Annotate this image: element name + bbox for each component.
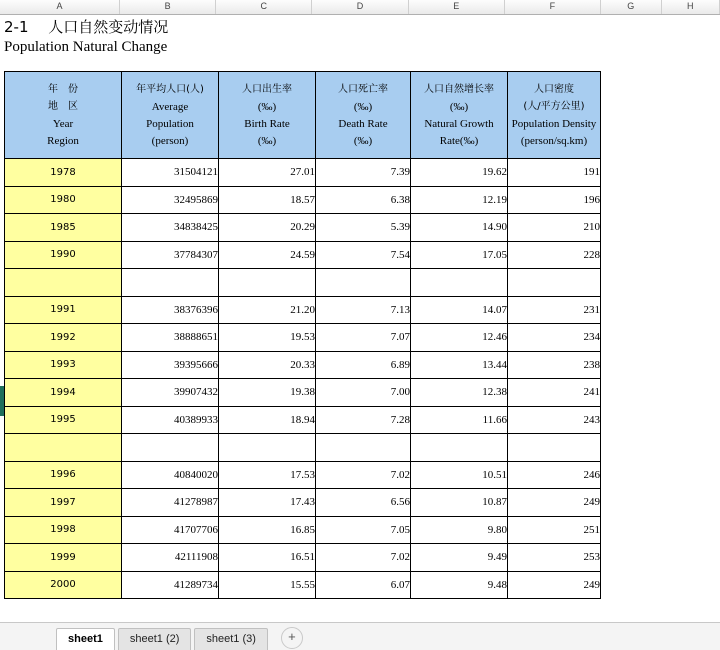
cell-average-population[interactable]: 40840020	[122, 461, 219, 489]
header-death-rate-line-2: (‰)	[353, 100, 373, 113]
cell-population-density[interactable]: 196	[508, 186, 601, 214]
page-title-en: Population Natural Change	[4, 39, 168, 55]
cell-population-density[interactable]: 228	[508, 241, 601, 269]
table-header-row	[5, 72, 601, 159]
cell-region[interactable]: 1978	[5, 159, 122, 187]
cell-average-population[interactable]: 40389933	[122, 406, 219, 434]
cell-region[interactable]: 1996	[5, 461, 122, 489]
table-row[interactable]	[5, 461, 601, 489]
header-death-rate	[316, 72, 411, 159]
header-birth-rate-line-2: (‰)	[257, 100, 277, 113]
header-region-line-1: 年 份	[48, 83, 78, 95]
cell-death-rate[interactable]: 7.02	[316, 544, 411, 572]
cell-region[interactable]	[5, 269, 122, 297]
cell-population-density[interactable]: 210	[508, 214, 601, 242]
sheet-tab-sheet1[interactable]: sheet1	[56, 628, 115, 650]
cell-region[interactable]: 1985	[5, 214, 122, 242]
cell-birth-rate[interactable]: 20.33	[219, 351, 316, 379]
table-row[interactable]	[5, 516, 601, 544]
table-row[interactable]	[5, 296, 601, 324]
data-table	[4, 71, 601, 599]
table-body	[5, 159, 601, 599]
table-row[interactable]	[5, 406, 601, 434]
header-region-line-3: Year	[52, 117, 74, 130]
cell-death-rate[interactable]: 7.28	[316, 406, 411, 434]
table-head	[5, 72, 601, 159]
table-row[interactable]	[5, 269, 601, 297]
cell-region[interactable]: 1990	[5, 241, 122, 269]
cell-birth-rate[interactable]: 16.51	[219, 544, 316, 572]
cell-population-density[interactable]: 243	[508, 406, 601, 434]
cell-natural-growth-rate[interactable]: 9.49	[411, 544, 508, 572]
header-population-density-line-2: (人/平方公里)	[523, 100, 585, 112]
cell-birth-rate[interactable]: 17.43	[219, 489, 316, 517]
cell-birth-rate[interactable]: 15.55	[219, 571, 316, 599]
cell-birth-rate[interactable]: 18.57	[219, 186, 316, 214]
cell-population-density[interactable]: 238	[508, 351, 601, 379]
cell-population-density[interactable]	[508, 269, 601, 297]
cell-region[interactable]: 1991	[5, 296, 122, 324]
header-population-density	[508, 72, 601, 159]
header-average-population-line-4: (person)	[151, 134, 189, 147]
column-header-g[interactable]: G	[601, 0, 662, 14]
cell-death-rate[interactable]: 7.54	[316, 241, 411, 269]
cell-natural-growth-rate[interactable]: 9.80	[411, 516, 508, 544]
cell-birth-rate[interactable]: 20.29	[219, 214, 316, 242]
cell-population-density[interactable]: 231	[508, 296, 601, 324]
header-birth-rate-line-1: 人口出生率	[242, 83, 292, 95]
add-sheet-button[interactable]: +	[281, 627, 303, 649]
header-average-population	[122, 72, 219, 159]
header-population-density-line-1: 人口密度	[534, 83, 574, 95]
header-death-rate-line-4: (‰)	[353, 134, 373, 147]
header-region	[5, 72, 122, 159]
header-population-density-line-3: Population Density	[511, 117, 597, 130]
cell-region[interactable]: 1994	[5, 379, 122, 407]
table-row[interactable]	[5, 434, 601, 462]
column-header-d[interactable]: D	[312, 0, 408, 14]
header-natural-growth-rate-line-4: Rate(‰)	[439, 134, 479, 147]
header-death-rate-line-1: 人口死亡率	[338, 83, 388, 95]
sheet-tab-bar	[0, 622, 720, 650]
column-header-a[interactable]: A	[0, 0, 120, 14]
column-header-e[interactable]: E	[409, 0, 505, 14]
cell-population-density[interactable]: 249	[508, 489, 601, 517]
cell-death-rate[interactable]: 6.07	[316, 571, 411, 599]
row-selection-marker	[0, 386, 4, 416]
cell-average-population[interactable]: 34838425	[122, 214, 219, 242]
column-header-f[interactable]: F	[505, 0, 601, 14]
cell-birth-rate[interactable]: 24.59	[219, 241, 316, 269]
header-death-rate-line-3: Death Rate	[338, 117, 388, 130]
cell-population-density[interactable]: 241	[508, 379, 601, 407]
cell-average-population[interactable]: 37784307	[122, 241, 219, 269]
cell-birth-rate[interactable]: 16.85	[219, 516, 316, 544]
cell-death-rate[interactable]: 7.02	[316, 461, 411, 489]
cell-average-population[interactable]: 31504121	[122, 159, 219, 187]
cell-average-population[interactable]: 42111908	[122, 544, 219, 572]
cell-natural-growth-rate[interactable]: 12.46	[411, 324, 508, 352]
cell-birth-rate[interactable]: 18.94	[219, 406, 316, 434]
cell-average-population[interactable]: 38376396	[122, 296, 219, 324]
header-region-line-4: Region	[47, 134, 79, 147]
cell-birth-rate[interactable]: 19.38	[219, 379, 316, 407]
cell-natural-growth-rate[interactable]: 10.87	[411, 489, 508, 517]
cell-natural-growth-rate[interactable]: 19.62	[411, 159, 508, 187]
header-region-line-2: 地 区	[48, 100, 78, 112]
cell-death-rate[interactable]: 5.39	[316, 214, 411, 242]
table-row[interactable]	[5, 324, 601, 352]
spreadsheet-canvas[interactable]	[0, 15, 720, 623]
column-header-c[interactable]: C	[216, 0, 312, 14]
cell-average-population[interactable]: 32495869	[122, 186, 219, 214]
header-average-population-line-3: Population	[146, 117, 194, 130]
page-title-cn: 2-1 人口自然变动情况	[4, 18, 169, 36]
cell-natural-growth-rate[interactable]: 11.66	[411, 406, 508, 434]
cell-natural-growth-rate[interactable]	[411, 434, 508, 462]
header-birth-rate	[219, 72, 316, 159]
cell-death-rate[interactable]: 6.38	[316, 186, 411, 214]
cell-death-rate[interactable]: 7.00	[316, 379, 411, 407]
cell-natural-growth-rate[interactable]: 9.48	[411, 571, 508, 599]
cell-birth-rate[interactable]: 17.53	[219, 461, 316, 489]
table-row[interactable]	[5, 571, 601, 599]
cell-average-population[interactable]: 41707706	[122, 516, 219, 544]
cell-region[interactable]: 1999	[5, 544, 122, 572]
cell-average-population[interactable]	[122, 434, 219, 462]
header-average-population-line-1: 年平均人口(人)	[136, 83, 204, 95]
cell-region[interactable]: 1998	[5, 516, 122, 544]
cell-death-rate[interactable]: 7.13	[316, 296, 411, 324]
header-population-density-line-4: (person/sq.km)	[520, 134, 588, 147]
cell-birth-rate[interactable]: 21.20	[219, 296, 316, 324]
cell-region[interactable]: 1992	[5, 324, 122, 352]
header-natural-growth-rate-line-1: 人口自然增长率	[424, 83, 494, 95]
cell-natural-growth-rate[interactable]: 17.05	[411, 241, 508, 269]
title-block	[0, 15, 720, 57]
cell-region[interactable]: 2000	[5, 571, 122, 599]
cell-death-rate[interactable]: 6.89	[316, 351, 411, 379]
cell-natural-growth-rate[interactable]: 13.44	[411, 351, 508, 379]
cell-region[interactable]: 1997	[5, 489, 122, 517]
sheet-tab-sheet1-2[interactable]: sheet1 (2)	[118, 628, 192, 650]
column-header-h[interactable]: H	[662, 0, 720, 14]
cell-population-density[interactable]: 249	[508, 571, 601, 599]
cell-natural-growth-rate[interactable]: 14.07	[411, 296, 508, 324]
table-row[interactable]	[5, 379, 601, 407]
header-birth-rate-line-4: (‰)	[257, 134, 277, 147]
cell-region[interactable]	[5, 434, 122, 462]
cell-death-rate[interactable]: 6.56	[316, 489, 411, 517]
cell-population-density[interactable]: 253	[508, 544, 601, 572]
cell-region[interactable]: 1993	[5, 351, 122, 379]
table-row[interactable]	[5, 544, 601, 572]
cell-death-rate[interactable]: 7.39	[316, 159, 411, 187]
column-header-strip	[0, 0, 720, 15]
table-row[interactable]	[5, 186, 601, 214]
cell-average-population[interactable]: 41289734	[122, 571, 219, 599]
cell-natural-growth-rate[interactable]: 12.19	[411, 186, 508, 214]
cell-average-population[interactable]: 39907432	[122, 379, 219, 407]
cell-birth-rate[interactable]	[219, 269, 316, 297]
cell-average-population[interactable]: 39395666	[122, 351, 219, 379]
table-row[interactable]	[5, 489, 601, 517]
cell-death-rate[interactable]	[316, 269, 411, 297]
cell-birth-rate[interactable]	[219, 434, 316, 462]
cell-natural-growth-rate[interactable]	[411, 269, 508, 297]
cell-population-density[interactable]	[508, 434, 601, 462]
cell-death-rate[interactable]: 7.05	[316, 516, 411, 544]
cell-average-population[interactable]: 38888651	[122, 324, 219, 352]
cell-natural-growth-rate[interactable]: 14.90	[411, 214, 508, 242]
cell-death-rate[interactable]	[316, 434, 411, 462]
header-natural-growth-rate	[411, 72, 508, 159]
table-row[interactable]	[5, 241, 601, 269]
header-natural-growth-rate-line-2: (‰)	[449, 100, 469, 113]
cell-population-density[interactable]: 251	[508, 516, 601, 544]
cell-birth-rate[interactable]: 19.53	[219, 324, 316, 352]
cell-natural-growth-rate[interactable]: 10.51	[411, 461, 508, 489]
table-row[interactable]	[5, 214, 601, 242]
table-row[interactable]	[5, 351, 601, 379]
cell-region[interactable]: 1980	[5, 186, 122, 214]
sheet-tab-sheet1-3[interactable]: sheet1 (3)	[194, 628, 268, 650]
cell-natural-growth-rate[interactable]: 12.38	[411, 379, 508, 407]
header-natural-growth-rate-line-3: Natural Growth	[424, 117, 494, 130]
header-average-population-line-2: Average	[151, 100, 189, 113]
cell-population-density[interactable]: 234	[508, 324, 601, 352]
header-birth-rate-line-3: Birth Rate	[244, 117, 290, 130]
cell-population-density[interactable]: 246	[508, 461, 601, 489]
cell-population-density[interactable]: 191	[508, 159, 601, 187]
cell-death-rate[interactable]: 7.07	[316, 324, 411, 352]
cell-average-population[interactable]	[122, 269, 219, 297]
cell-birth-rate[interactable]: 27.01	[219, 159, 316, 187]
column-header-b[interactable]: B	[120, 0, 216, 14]
cell-average-population[interactable]: 41278987	[122, 489, 219, 517]
table-row[interactable]	[5, 159, 601, 187]
cell-region[interactable]: 1995	[5, 406, 122, 434]
